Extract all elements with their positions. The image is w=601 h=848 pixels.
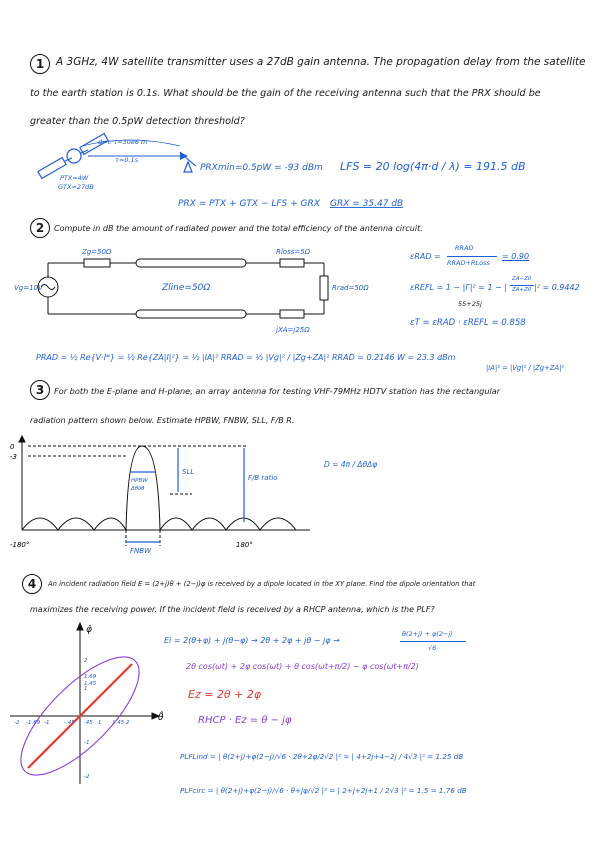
prad-equation: PRAD = ½ Re{V·I*} = ½ Re{ZA|I|²} = ½ |IA|² RRAD = ½ |Vg|² / |Zg+ZA|² RRAD = 0.2146 W = 23.3 dBm <box>36 353 456 362</box>
theta-axis-label: θ̂ <box>158 713 164 723</box>
x-min-label: -180° <box>10 541 30 549</box>
link-budget-eq: PRX = PTX + GTX − LFS + GRX <box>178 199 320 209</box>
problem-number-4: 4 <box>22 574 42 594</box>
jxa-label: jXA=j25Ω <box>276 326 310 334</box>
ez-eq: Ez = 2θ + 2φ <box>188 688 262 701</box>
distance-eq: d=c·τ=30e6 m <box>98 138 148 146</box>
problem3-prompt-line2: radiation pattern shown below. Estimate HPBW, FNBW, SLL, F/B R. <box>30 416 295 425</box>
x-tick-neg045: -.45 <box>64 720 75 726</box>
x-tick-045: .45 <box>84 720 93 726</box>
rrad-resistor <box>320 276 328 300</box>
satellite-link-sketch <box>30 134 590 214</box>
gtx-label: GTX=27dB <box>58 183 94 191</box>
erefl-note: 55+25j <box>458 300 482 308</box>
problem4-prompt-line1: An incident radiation field E = (2+j)θ + (2−j)φ is received by a dipole located in the XY plane. Find the dipole orientation that <box>48 580 476 588</box>
incident-fraction-bar <box>400 641 466 642</box>
radiation-pattern <box>10 434 340 554</box>
ecd-lhs: εRAD = <box>410 252 441 261</box>
antenna-circuit <box>14 236 369 346</box>
ia-equation: |IA|² = |Vg|² / |Zg+ZA|² <box>486 364 565 372</box>
hpbw-label: HPBW <box>131 478 148 484</box>
grx-result: GRX = 35.47 dB <box>330 199 404 209</box>
xa-reactance <box>280 310 304 318</box>
dbdb-label: Δθ∂θ <box>131 486 145 492</box>
ecd-value: = 0.90 <box>502 252 530 261</box>
y-tick-3: -3 <box>10 453 17 461</box>
prx-min-label: PRXmin=0.5pW = -93 dBm <box>200 163 323 173</box>
y-tick-169: 1.69 <box>84 674 97 680</box>
transmission-line-bottom <box>136 310 246 318</box>
phi-axis-label: φ̂ <box>86 625 92 635</box>
incident-frac-den: √6 <box>428 644 437 652</box>
x-tick-145: 1.45 <box>112 720 125 726</box>
y-tick-145: 1.45 <box>84 681 97 687</box>
fnbw-label: FNBW <box>130 547 151 555</box>
x-tick-1: 1 <box>98 720 102 726</box>
problem1-line3: greater than the 0.5pW detection threshold? <box>30 116 245 127</box>
problem3-prompt-line1: For both the E-plane and H-plane, an array antenna for testing VHF-79MHz HDTV station has the rectangular <box>54 386 501 396</box>
problem1-line1: A 3GHz, 4W satellite transmitter uses a 27dB gain antenna. The propagation delay from the satellite <box>56 56 586 68</box>
plf-linear-eq: PLFLind = | θ(2+j)+φ(2−j)/√6 · 2θ+2φ/2√2 |² = | 4+2j+4−2j / 4√3 |² = 1.25 dB <box>180 752 464 761</box>
erefl-num: ZA−Z0 <box>512 276 532 282</box>
directivity-eq: D = 4π / ΔθΔφ <box>324 460 378 469</box>
erefl-lhs: εREFL = 1 − |Γ|² = 1 − | <box>410 283 508 292</box>
ecd-den: RRAD+RLoss <box>447 259 490 267</box>
problem-number-1: 1 <box>30 54 50 74</box>
total-efficiency: εT = εRAD · εREFL = 0.858 <box>410 318 526 328</box>
zg-label: Zg=50Ω <box>82 248 112 256</box>
zg-resistor <box>84 259 110 267</box>
problem4-prompt-line2: maximizes the receiving power. If the incident field is received by a RHCP antenna, which is the PLF? <box>30 605 435 614</box>
y-tick-1: 1 <box>84 686 88 692</box>
ecd-num: RRAD <box>455 244 474 252</box>
erefl-den: ZA+Z0 <box>512 287 532 293</box>
vg-label: Vg=10V <box>14 284 43 292</box>
rhcp-eq: RHCP · Ez = θ − jφ <box>198 715 292 726</box>
problem1-line2: to the earth station is 0.1s. What should be the gain of the receiving antenna such that the PRX should be <box>30 88 541 99</box>
problem2-prompt: Compute in dB the amount of radiated power and the total efficiency of the antenna circuit. <box>54 224 423 233</box>
rloss-label: Rloss=5Ω <box>276 248 311 256</box>
time-domain-eq: 2θ cos(ωt) + 2φ cos(ωt) + θ cos(ωt+π/2) − φ cos(ωt+π/2) <box>186 662 419 671</box>
rrad-label: Rrad=50Ω <box>332 284 369 292</box>
zline-label: Zline=50Ω <box>162 283 211 293</box>
y-tick-neg1: -1 <box>84 740 90 746</box>
transmission-line-top <box>136 259 246 267</box>
x-max-label: 180° <box>236 541 253 549</box>
y-tick-0: 0 <box>10 443 15 451</box>
erefl-value: |² = 0.9442 <box>534 283 580 292</box>
dish-icon <box>180 152 196 172</box>
x-tick-neg1: -1 <box>44 720 50 726</box>
plf-circular-eq: PLFcirc = | θ(2+j)+φ(2−j)/√6 · θ+jφ/√2 |² = | 2+j+2j+1 / 2√3 |² = 1.5 = 1.76 dB <box>180 786 467 795</box>
y-tick-2: 2 <box>84 658 88 664</box>
sll-label: SLL <box>182 468 195 476</box>
x-tick-neg2: -2 <box>14 720 20 726</box>
y-tick-neg2: -2 <box>84 774 90 780</box>
problem-number-3: 3 <box>30 380 50 400</box>
polarization-ellipse-plot <box>8 620 176 790</box>
problem-number-2: 2 <box>30 218 50 238</box>
incident-frac-num: θ(2+j) + φ(2−j) <box>402 630 453 638</box>
erefl-fraction-bar <box>510 285 534 286</box>
rloss-resistor <box>280 259 304 267</box>
ptx-label: PTX=4W <box>60 174 89 182</box>
x-tick-neg169: -1.69 <box>26 720 41 726</box>
ecd-fraction-bar <box>447 256 497 257</box>
x-tick-2: 2 <box>126 720 130 726</box>
delay-eq: τ=0.1s <box>115 156 139 164</box>
fb-label: F/B ratio <box>248 474 278 482</box>
incident-field-eq: Ei = 2(θ+φ) + j(θ−φ) → 2θ + 2φ + jθ − jφ → <box>164 636 340 645</box>
free-space-loss: LFS = 20 log(4π·d / λ) = 191.5 dB <box>340 160 526 173</box>
